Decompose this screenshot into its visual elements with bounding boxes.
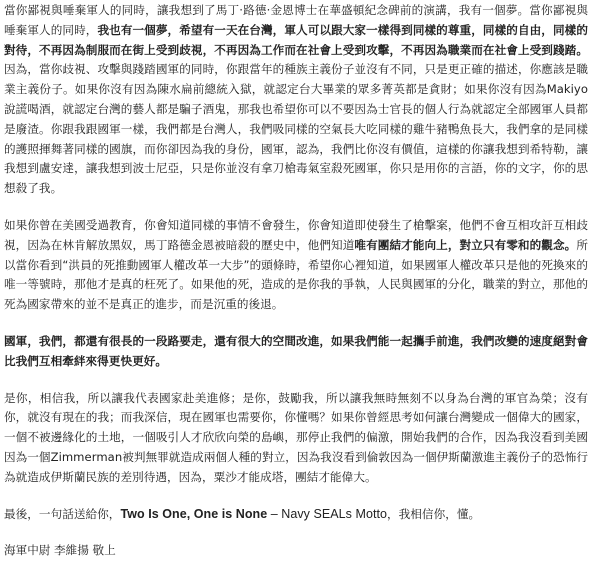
paragraph-5 bbox=[4, 505, 588, 525]
paragraph-4: 是你，相信我，所以讓我代表國家赴美進修；是你，鼓勵我，所以讓我無時無刻不以身為台灣的軍官為榮；沒有你，就沒有現在的我；而我深信，現在國軍也需要你，你懂嗎？如果你曾經思考如何讓台灣變成一個偉大的國家，一個不被邊緣化的土地，一個吸引人才欣欣向榮的島嶼，那停止我們的偏激，開始我們的合作，因為我沒看到美國因為一個Zimmerman被判無罪就造成兩個人種的對立，因為我沒看到倫敦因為一個伊斯蘭激進主義份子的恐怖行為就造成伊斯蘭民族的差別待遇，因為，粟沙才能成塔，團結才能偉大。 bbox=[4, 390, 588, 484]
closing-intro: 最後，一句話送給你， bbox=[4, 506, 121, 521]
paragraph-2-body: 所以當你看到“洪員的死推動國軍人權改革一大步”的頭條時，希望你心裡知道，如果國軍人權改革只是他的死換來的唯一等號時，那他才是真的枉死了。如果他的死，造成的是你我的爭執，人民與國軍的分化，職業的對立，那他的死為國家帶來的並不是真正的進步，而是沉重的後退。 bbox=[4, 237, 588, 312]
motto-dash: – bbox=[267, 506, 282, 521]
motto-text: Two Is One, One is None bbox=[120, 506, 268, 521]
signature: 海軍中尉 李維揚 敬上 bbox=[4, 543, 116, 558]
paragraph-1-dream: 我也有一個夢，希望有一天在台灣，軍人可以跟大家一樣得到同樣的尊重，同樣的自由，同樣的對待，不再因為制服而在街上受到歧視，不再因為工作而在社會上受到攻擊，不再因為職業而在社會上受到踐踏。 bbox=[4, 22, 588, 57]
closing-end: ，我相信你，懂。 bbox=[387, 506, 481, 521]
paragraph-2 bbox=[4, 216, 588, 315]
paragraph-1-body: 因為，當你歧視、攻擊與踐踏國軍的同時，你跟當年的種族主義份子並沒有不同，只是更正確的描述，你應該是職業主義份子。如果你沒有因為陳水扁前總統入獄，就認定台大畢業的眾多菁英都是貪財；如果你沒有因為Makiyo說謊喝酒，就認定台灣的藝人都是騙子酒鬼，那我也希望你可以不要因為士官長的個人行為就認定全部國軍人員都是廢渣。你跟我跟國軍一樣，我們都是台灣人，我們吸同樣的空氣長大吃同樣的雞牛豬鴨魚長大，我們拿的是同樣的護照揮舞著同樣的國旗，而你卻因為我的身份，國軍，認為，我們比你沒有價值，這樣的你讓我想到希特勒，讓我想到盧安達，讓我想到波士尼亞，只是你並沒有拿刀槍毒氣室殺死國軍，你只是用你的言語，你的文字，你的思想殺了我。 bbox=[4, 62, 588, 196]
paragraph-3: 國軍，我們，都還有很長的一段路要走，還有很大的空間改進，如果我們能一起攜手前進，我們改變的速度絕對會比我們互相牽絆來得更快更好。 bbox=[4, 333, 588, 368]
paragraph-2-intro: 如果你曾在美國受過教育，你會知道同樣的事情不會發生，你會知道即使發生了槍擊案，他們不會互相攻訐互相歧視，因為在林肯解放黑奴，馬丁路德金恩被暗殺的歷史中，他們知道 bbox=[4, 217, 588, 252]
paragraph-1-intro: 當你鄙視與唾棄軍人的同時，讓我想到了馬丁·路德·金恩博士在華盛頓紀念碑前的演講，我有一個夢。當你鄙視與唾棄軍人的同時， bbox=[4, 3, 588, 37]
paragraph-2-unity: 唯有團結才能向上，對立只有零和的觀念。 bbox=[354, 237, 577, 252]
paragraph-1 bbox=[4, 1, 588, 199]
motto-source: Navy SEALs Motto bbox=[281, 506, 387, 521]
